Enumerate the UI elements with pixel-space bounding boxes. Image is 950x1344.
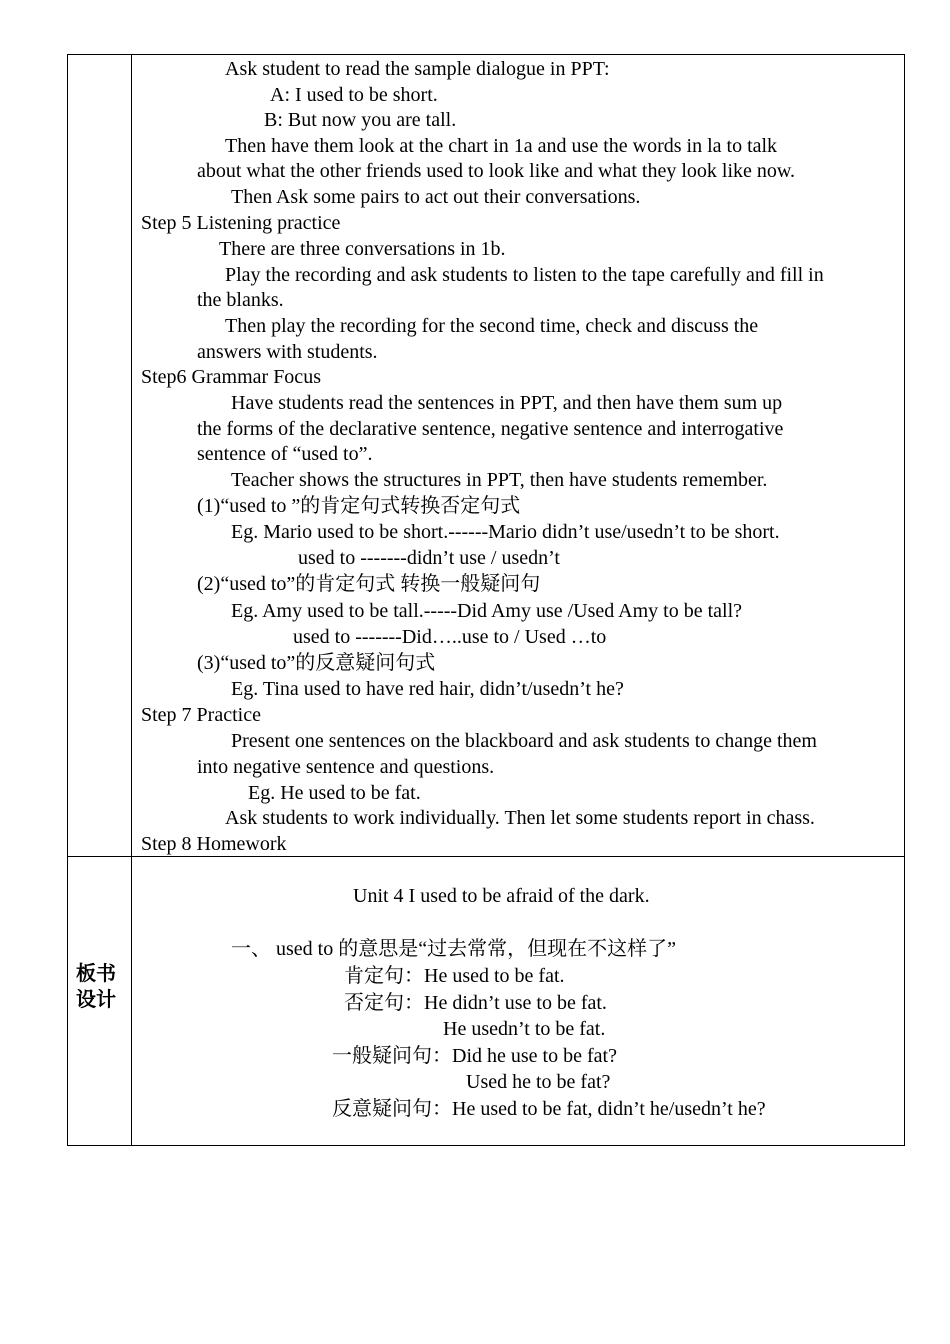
procedure-line: Ask student to read the sample dialogue in PPT: xyxy=(225,58,610,80)
board-design-label-line2: 设计 xyxy=(76,987,116,1011)
procedure-line: Then Ask some pairs to act out their conversations. xyxy=(231,186,641,208)
example-line: Eg. Amy used to be tall.-----Did Amy use /Used Amy to be tall? xyxy=(231,600,743,622)
board-design-label-line1: 板书 xyxy=(76,961,116,985)
procedure-line: Play the recording and ask students to listen to the tape carefully and fill in xyxy=(225,264,824,286)
example-line: Eg. Tina used to have red hair, didn’t/usedn’t he? xyxy=(231,678,624,700)
procedure-line: Then play the recording for the second time, check and discuss the xyxy=(225,315,759,337)
step-heading: Step 5 Listening practice xyxy=(141,212,341,234)
procedure-line: the forms of the declarative sentence, negative sentence and interrogative xyxy=(197,418,784,440)
example-line: Eg. Mario used to be short.------Mario didn’t use/usedn’t to be short. xyxy=(231,521,780,543)
example-line: used to -------didn’t use / usedn’t xyxy=(298,547,560,569)
board-line: 一、 used to 的意思是“过去常常，但现在不这样了” xyxy=(231,938,676,960)
grammar-point: (2)“used to”的肯定句式 转换一般疑问句 xyxy=(197,573,541,595)
board-design-label xyxy=(76,960,126,1012)
procedure-line: into negative sentence and questions. xyxy=(197,756,495,778)
row-divider xyxy=(67,856,905,857)
procedure-line: the blanks. xyxy=(197,289,284,311)
grammar-point: (1)“used to ”的肯定句式转换否定句式 xyxy=(197,495,521,517)
column-divider xyxy=(131,54,132,1146)
board-line: He usedn’t to be fat. xyxy=(443,1018,606,1040)
procedure-line: Present one sentences on the blackboard and ask students to change them xyxy=(231,730,817,752)
procedure-line: B: But now you are tall. xyxy=(264,109,457,131)
procedure-line: Have students read the sentences in PPT, and then have them sum up xyxy=(231,392,783,414)
step-heading: Step 7 Practice xyxy=(141,704,261,726)
board-line: 一般疑问句：Did he use to be fat? xyxy=(332,1045,617,1067)
procedure-line: Ask students to work individually. Then let some students report in chass. xyxy=(225,807,815,829)
example-line: used to -------Did…..use to / Used …to xyxy=(293,626,607,648)
example-line: Eg. He used to be fat. xyxy=(248,782,421,804)
procedure-line: There are three conversations in 1b. xyxy=(219,238,506,260)
procedure-line: about what the other friends used to look like and what they look like now. xyxy=(197,160,796,182)
step-heading: Step6 Grammar Focus xyxy=(141,366,321,388)
step-heading: Step 8 Homework xyxy=(141,833,287,855)
procedure-line: sentence of “used to”. xyxy=(197,443,373,465)
procedure-line: Then have them look at the chart in 1a and use the words in la to talk xyxy=(225,135,778,157)
board-line: 反意疑问句：He used to be fat, didn’t he/usedn’t he? xyxy=(332,1098,766,1120)
board-line: 肯定句：He used to be fat. xyxy=(344,965,565,987)
procedure-line: A: I used to be short. xyxy=(270,84,438,106)
board-title: Unit 4 I used to be afraid of the dark. xyxy=(353,885,650,907)
board-line: Used he to be fat? xyxy=(466,1071,611,1093)
procedure-line: answers with students. xyxy=(197,341,378,363)
grammar-point: (3)“used to”的反意疑问句式 xyxy=(197,652,436,674)
procedure-line: Teacher shows the structures in PPT, then have students remember. xyxy=(231,469,768,491)
board-line: 否定句：He didn’t use to be fat. xyxy=(344,992,607,1014)
